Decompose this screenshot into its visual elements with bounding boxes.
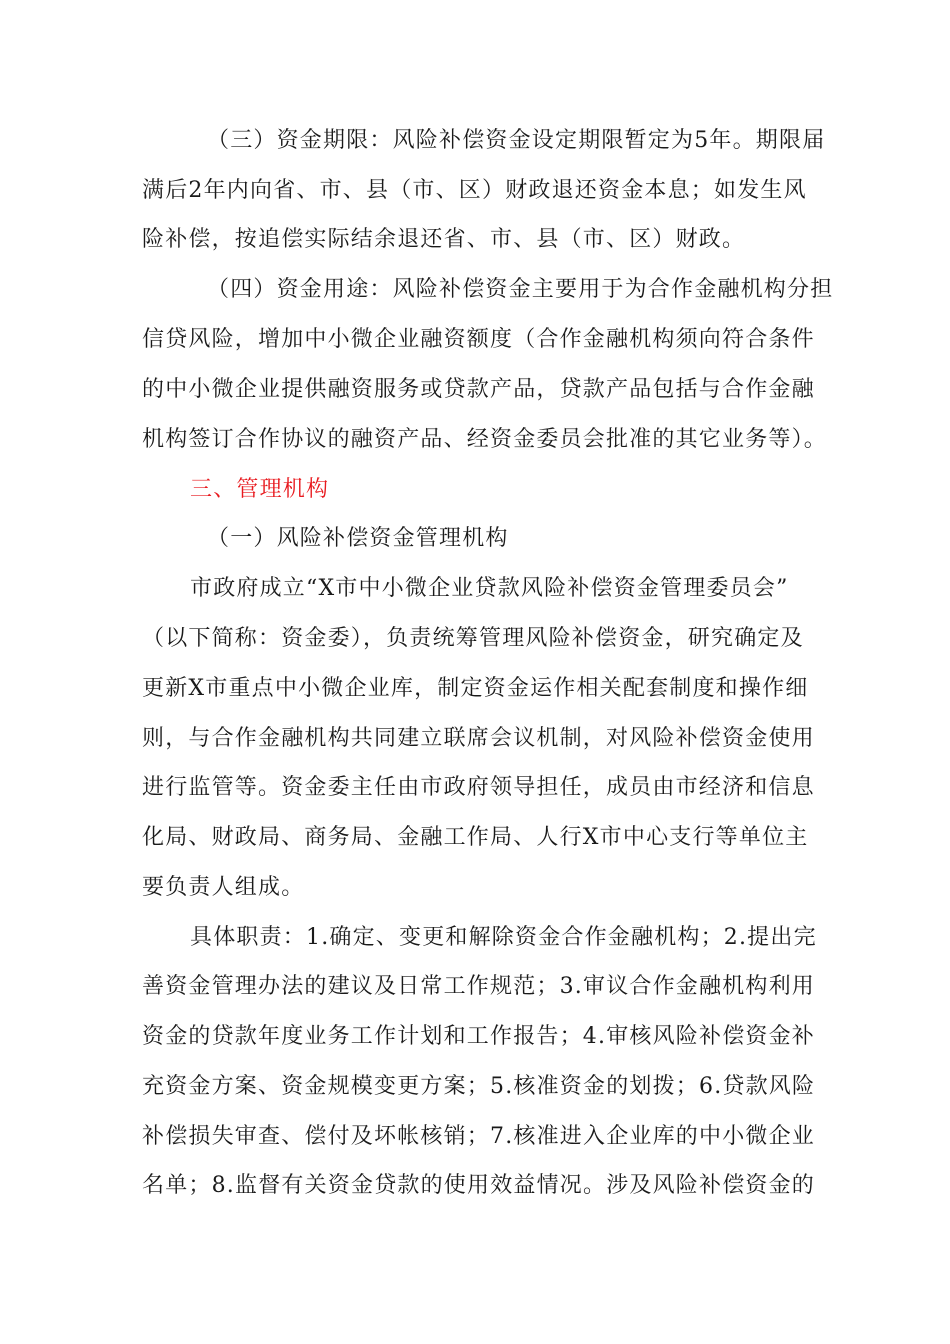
- duties-line-1: 具体职责：1.确定、变更和解除资金合作金融机构；2.提出完: [190, 925, 817, 950]
- section-3-line-2: 满后2年内向省、市、县（市、区）财政退还资金本息；如发生风: [142, 178, 807, 203]
- committee-line-3: 更新X市重点中小微企业库，制定资金运作相关配套制度和操作细: [142, 676, 809, 701]
- duties-line-2: 善资金管理办法的建议及日常工作规范；3.审议合作金融机构利用: [142, 974, 815, 999]
- duties-line-4: 充资金方案、资金规模变更方案；5.核准资金的划拨；6.贷款风险: [142, 1074, 816, 1099]
- section-4-line-3: 的中小微企业提供融资服务或贷款产品，贷款产品包括与合作金融: [142, 377, 815, 402]
- committee-line-5: 进行监管等。资金委主任由市政府领导担任，成员由市经济和信息: [142, 775, 815, 800]
- subheading-risk-fund-management: （一）风险补偿资金管理机构: [207, 526, 509, 551]
- section-4-line-1: （四）资金用途：风险补偿资金主要用于为合作金融机构分担: [207, 277, 834, 302]
- committee-line-6: 化局、财政局、商务局、金融工作局、人行X市中心支行等单位主: [142, 825, 809, 850]
- section-heading-management: 三、管理机构: [190, 477, 330, 502]
- duties-line-3: 资金的贷款年度业务工作计划和工作报告；4.审核风险补偿资金补: [142, 1024, 815, 1049]
- committee-line-2: （以下简称：资金委），负责统筹管理风险补偿资金，研究确定及: [142, 626, 804, 651]
- section-4-line-2: 信贷风险，增加中小微企业融资额度（合作金融机构须向符合条件: [142, 327, 815, 352]
- committee-line-7: 要负责人组成。: [142, 875, 305, 900]
- section-3-line-3: 险补偿，按追偿实际结余退还省、市、县（市、区）财政。: [142, 227, 746, 252]
- committee-line-1: 市政府成立“X市中小微企业贷款风险补偿资金管理委员会”: [190, 576, 789, 601]
- committee-line-4: 则，与合作金融机构共同建立联席会议机制，对风险补偿资金使用: [142, 726, 815, 751]
- section-3-line-1: （三）资金期限：风险补偿资金设定期限暂定为5年。期限届: [207, 128, 826, 153]
- section-4-line-4: 机构签订合作协议的融资产品、经资金委员会批准的其它业务等）。: [142, 427, 828, 452]
- duties-line-5: 补偿损失审查、偿付及坏帐核销；7.核准进入企业库的中小微企业: [142, 1124, 815, 1149]
- duties-line-6: 名单；8.监督有关资金贷款的使用效益情况。涉及风险补偿资金的: [142, 1173, 815, 1198]
